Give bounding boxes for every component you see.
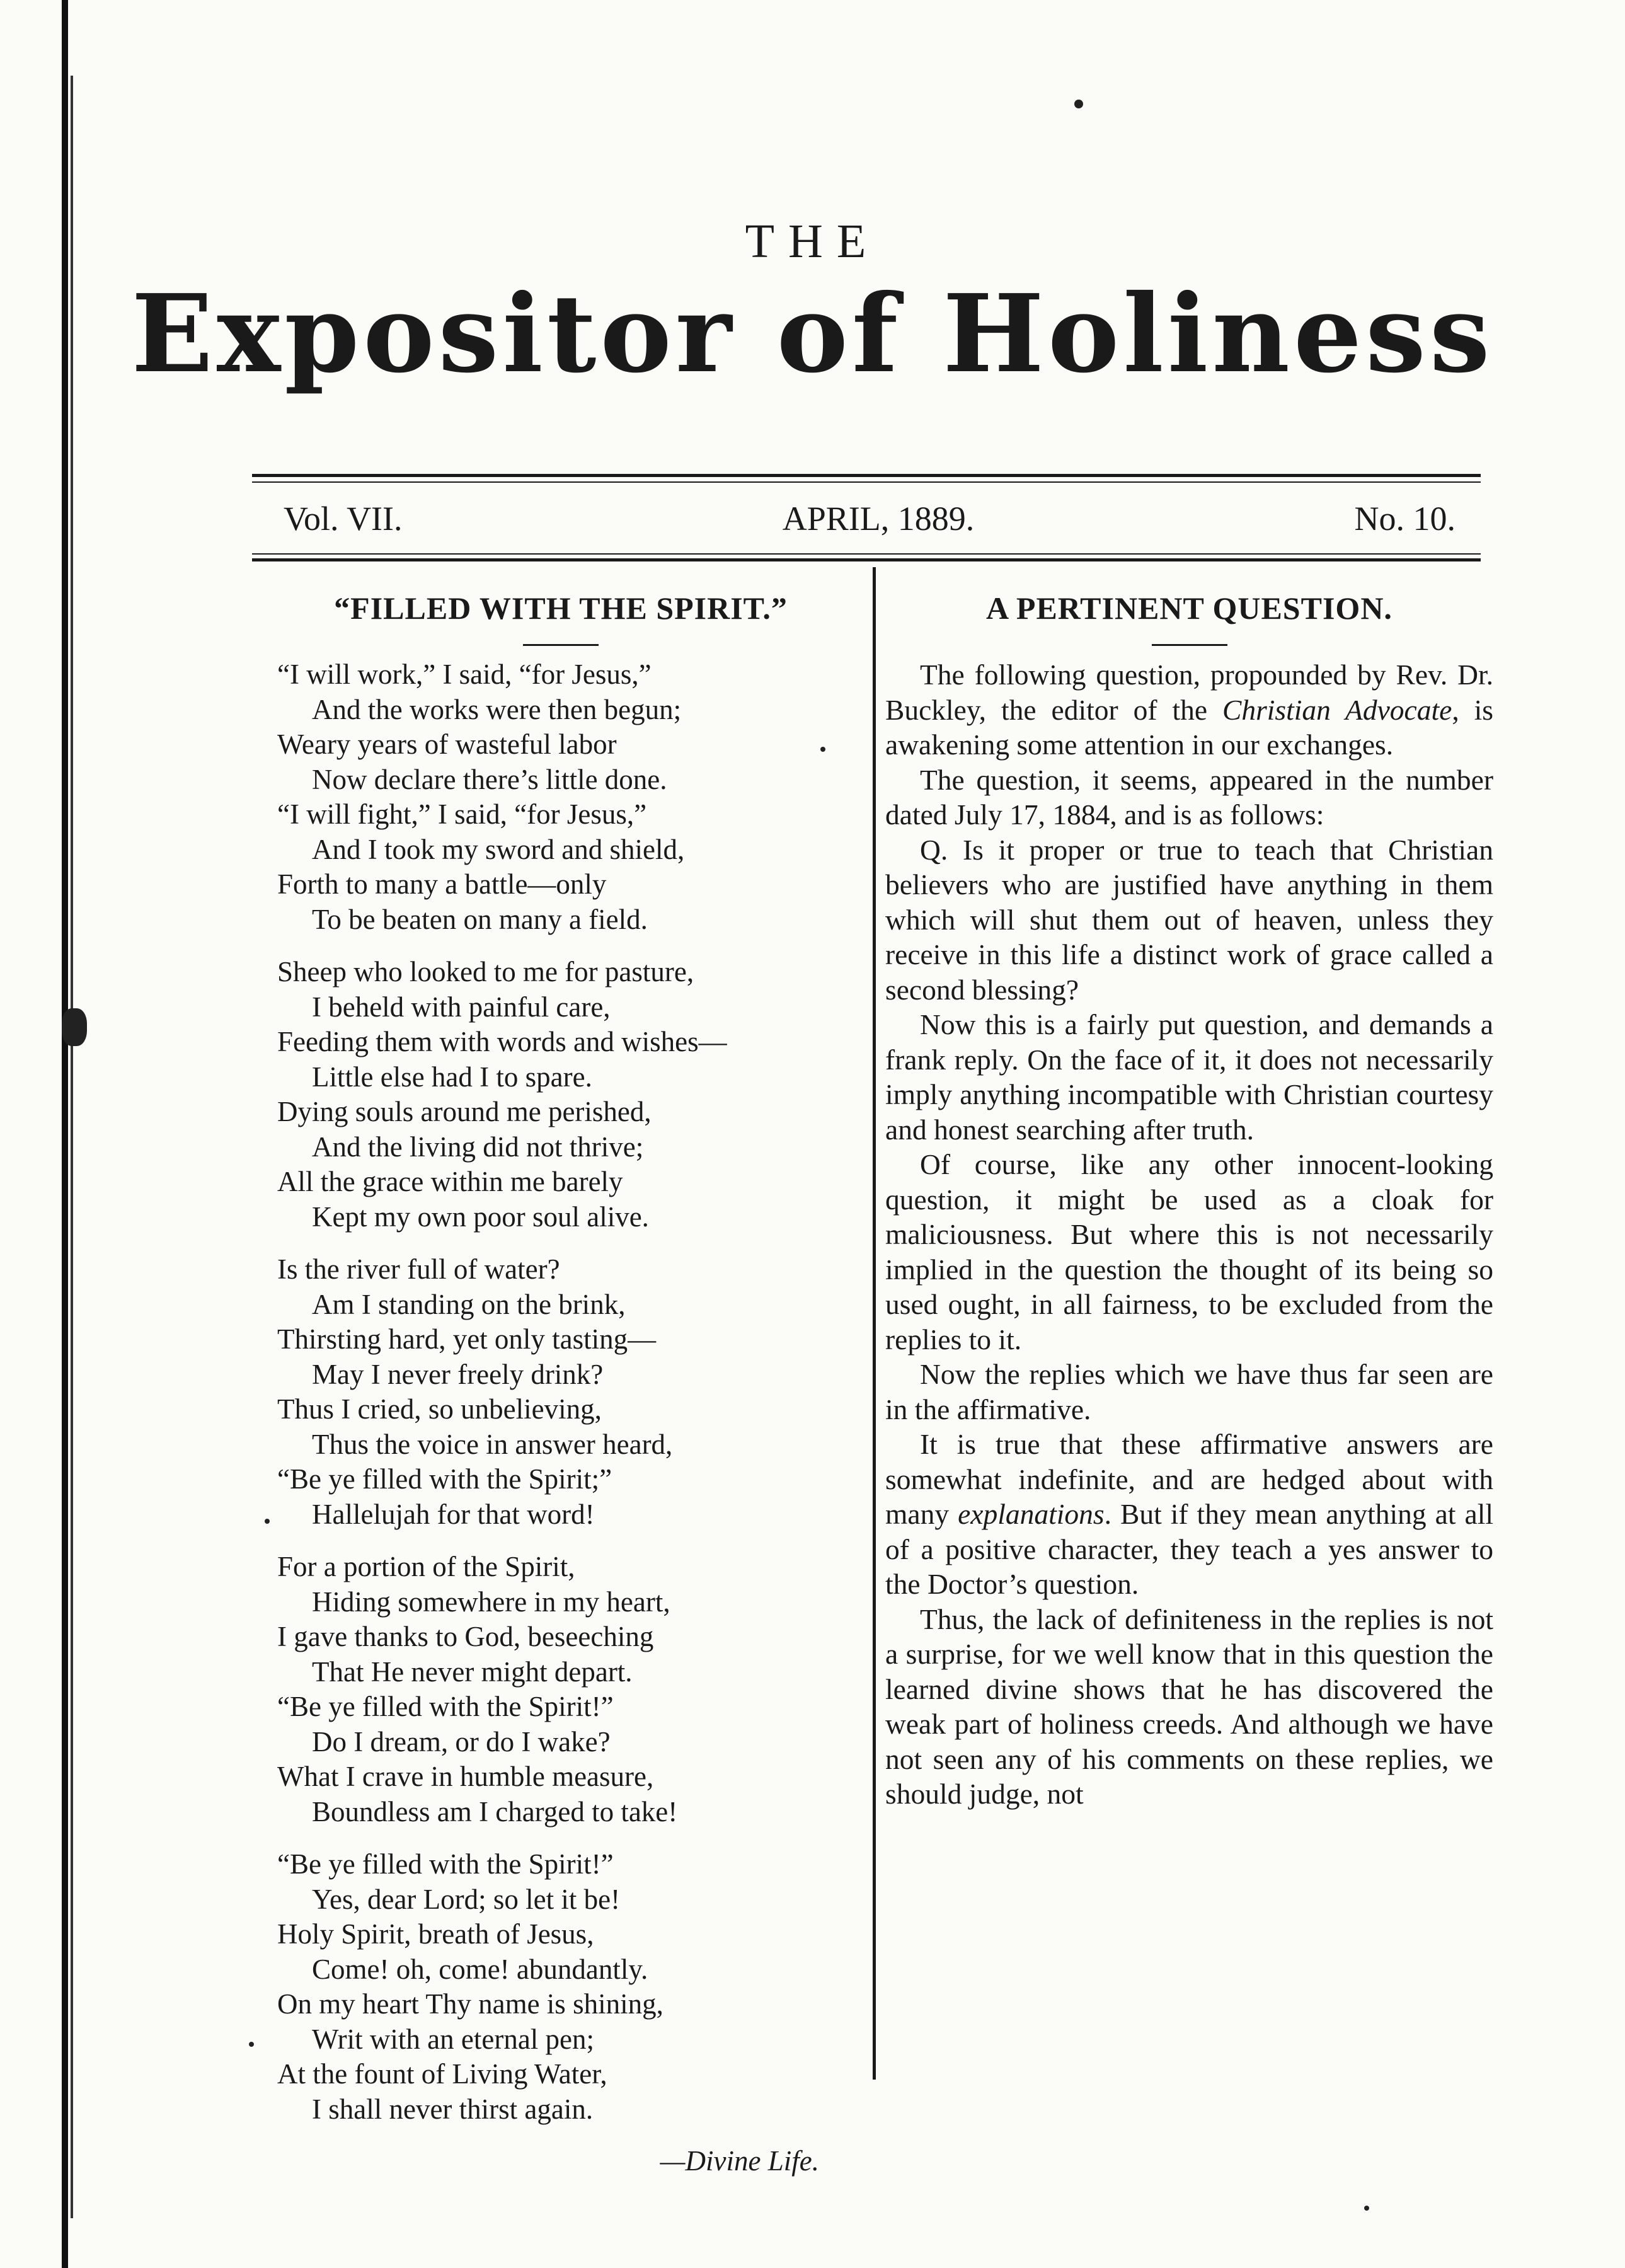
poem-title: “FILLED WITH THE SPIRIT.” xyxy=(334,590,788,626)
poem-line: And the works were then begun; xyxy=(312,693,682,725)
poem-stanza xyxy=(277,1847,844,2127)
poem-line: Come! oh, come! abundantly. xyxy=(312,1953,648,1985)
article-title: A PERTINENT QUESTION. xyxy=(986,590,1392,626)
poem-stanza xyxy=(277,657,844,937)
ink-speck xyxy=(1364,2206,1369,2211)
poem-line: Weary years of wasteful labor xyxy=(277,728,617,760)
poem-line: Thirsting hard, yet only tasting— xyxy=(277,1323,657,1355)
poem-line: “I will fight,” I said, “for Jesus,” xyxy=(277,798,647,830)
page-binding-edge-inner xyxy=(71,76,73,2218)
poem-line: Yes, dear Lord; so let it be! xyxy=(312,1883,621,1915)
poem-line: “Be ye filled with the Spirit;” xyxy=(277,1463,612,1495)
poem-line: Am I standing on the brink, xyxy=(312,1288,626,1320)
poem-line: Writ with an eternal pen; xyxy=(312,2023,595,2055)
poem-line: Sheep who looked to me for pasture, xyxy=(277,956,694,987)
poem-stanza xyxy=(277,1252,844,1532)
poem-line: Hallelujah for that word! xyxy=(312,1498,595,1530)
poem-line: Feeding them with words and wishes— xyxy=(277,1026,727,1057)
poem-body xyxy=(277,657,844,2127)
poem-line: Forth to many a battle—only xyxy=(277,868,607,900)
ink-speck xyxy=(1074,100,1083,108)
poem-line: I beheld with painful care, xyxy=(312,991,611,1023)
poem-line: At the fount of Living Water, xyxy=(277,2058,607,2090)
issue-number: No. 10. xyxy=(1354,500,1456,538)
paragraph: Now the replies which we have thus far seen are in the affirmative. xyxy=(885,1358,1493,1425)
paragraph: Of course, like any other innocent-looking question, it might be used as a cloak for maliciousness. But where this is not necessarily implied in the question the thought of its being so used ought, in all fairness, to be excluded from the replies to it. xyxy=(885,1148,1493,1356)
header-rule-bottom-thin xyxy=(252,553,1481,555)
paragraph: The following question, propounded by Rev. Dr. Buckley, the editor of the Christian Advocate, is awakening some attention in our exchanges. xyxy=(885,659,1493,761)
paragraph: Thus, the lack of definiteness in the replies is not a surprise, for we well know that in this question the learned divine shows that he has discovered the weak part of holiness creeds. And although we have not seen any of his comments on these replies, we should judge, not xyxy=(885,1603,1493,1810)
paragraph: Now this is a fairly put question, and demands a frank reply. On the face of it, it does not necessarily imply anything incompatible with Christian courtesy and honest searching after truth. xyxy=(885,1008,1493,1146)
poem-line: Hiding somewhere in my heart, xyxy=(312,1586,670,1618)
poem-stanza xyxy=(277,1550,844,1829)
poem-line: Is the river full of water? xyxy=(277,1253,560,1285)
ink-speck xyxy=(249,2042,254,2047)
poem-attribution: —Divine Life. xyxy=(660,2145,819,2177)
poem-line: “Be ye filled with the Spirit!” xyxy=(277,1848,614,1880)
poem-line: Holy Spirit, breath of Jesus, xyxy=(277,1918,594,1950)
poem-line: May I never freely drink? xyxy=(312,1358,604,1390)
poem-line: “Be ye filled with the Spirit!” xyxy=(277,1691,614,1722)
ink-speck xyxy=(62,1008,87,1046)
poem-line: Kept my own poor soul alive. xyxy=(312,1200,649,1233)
poem-line: To be beaten on many a field. xyxy=(312,903,648,935)
poem-line: I shall never thirst again. xyxy=(312,2093,594,2125)
poem-line: And the living did not thrive; xyxy=(312,1131,644,1163)
issue-date: APRIL, 1889. xyxy=(782,500,975,538)
poem-line: That He never might depart. xyxy=(312,1655,633,1688)
volume-label: Vol. VII. xyxy=(284,500,403,538)
article-column xyxy=(885,586,1493,1812)
header-rule-top xyxy=(252,474,1481,477)
poem-line: Thus I cried, so unbelieving, xyxy=(277,1393,602,1425)
poem-line: I gave thanks to God, beseeching xyxy=(277,1621,654,1652)
poem-line: “I will work,” I said, “for Jesus,” xyxy=(277,659,652,690)
paragraph: The question, it seems, appeared in the number dated July 17, 1884, and is as follows: xyxy=(885,763,1493,831)
poem-line: For a portion of the Spirit, xyxy=(277,1551,575,1582)
question-paragraph: Q. Is it proper or true to teach that Christian believers who are justified have anything in them which will shut them out of heaven, unless they receive in this life a distinct work of grace called a second blessing? xyxy=(885,833,1493,1006)
masthead-the: THE xyxy=(745,215,880,268)
masthead-title: Expositor of Holiness xyxy=(131,271,1494,397)
title-rule xyxy=(523,644,599,646)
poem-line: Little else had I to spare. xyxy=(312,1061,592,1093)
poem-column xyxy=(277,586,844,2177)
poem-line: Now declare there’s little done. xyxy=(312,763,667,795)
title-rule xyxy=(1152,644,1227,646)
poem-line: All the grace within me barely xyxy=(277,1166,623,1197)
paragraph: It is true that these affirmative answers are somewhat indefinite, and are hedged about with many explanations. But if they mean anything at all of a positive character, they teach a yes answer to the Doctor’s question. xyxy=(885,1428,1493,1600)
poem-line: Do I dream, or do I wake? xyxy=(312,1725,611,1758)
poem-line: On my heart Thy name is shining, xyxy=(277,1988,663,2020)
poem-line: And I took my sword and shield, xyxy=(312,833,685,865)
poem-line: Boundless am I charged to take! xyxy=(312,1795,678,1828)
header-rule-bottom xyxy=(252,558,1481,561)
poem-line: Dying souls around me perished, xyxy=(277,1096,652,1127)
poem-stanza xyxy=(277,955,844,1235)
column-divider xyxy=(873,567,876,2080)
poem-line: What I crave in humble measure, xyxy=(277,1761,654,1792)
ink-speck xyxy=(265,1519,270,1524)
issue-line xyxy=(284,490,1456,547)
article-body xyxy=(885,657,1493,1812)
header-rule-top-thin xyxy=(252,481,1481,483)
poem-line: Thus the voice in answer heard, xyxy=(312,1428,673,1460)
